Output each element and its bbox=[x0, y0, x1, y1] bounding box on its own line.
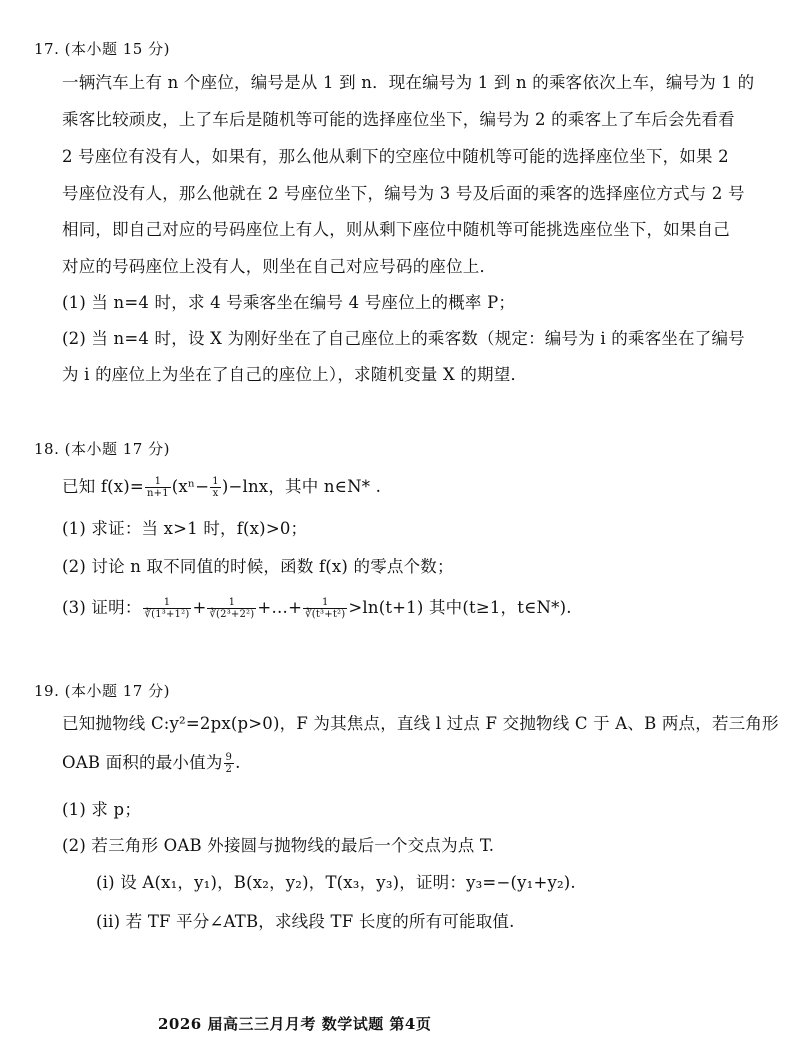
q18-sum-term-n bbox=[303, 597, 347, 620]
q18-given-suffix: )−lnx，其中 n∈N* . bbox=[221, 477, 382, 496]
q18-given bbox=[62, 476, 747, 499]
q17-line-1: 一辆汽车上有 n 个座位，编号是从 1 到 n．现在编号为 1 到 n 的乘客依次上车，编号为 1 的 bbox=[62, 73, 755, 92]
q18-term2-num: 1 bbox=[207, 597, 256, 609]
q18-part-3 bbox=[62, 597, 747, 620]
q18-frac1-den: n+1 bbox=[146, 488, 169, 499]
q18-sum-term-2 bbox=[207, 597, 256, 620]
q18-term1-den: ∛(1³+1²) bbox=[144, 609, 190, 620]
q18-frac2-den: x bbox=[212, 488, 219, 499]
q19-fraction bbox=[224, 752, 235, 775]
q18-given-prefix: 已知 f(x)= bbox=[62, 477, 144, 496]
q17-line-5: 相同，即自己对应的号码座位上有人，则从剩下座位中随机等可能挑选座位坐下，如果自己 bbox=[62, 220, 730, 239]
q19-part-2ii: (ii) 若 TF 平分∠ATB，求线段 TF 长度的所有可能取值. bbox=[96, 912, 515, 931]
q19-frac-den: 2 bbox=[225, 764, 233, 775]
page-footer: 2026 届高三三月月考 数学试题 第4页 bbox=[158, 1015, 432, 1033]
q18-termn-num: 1 bbox=[303, 597, 347, 609]
q17-header: 17. (本小题 15 分) bbox=[34, 40, 170, 58]
q18-sum-term-1 bbox=[143, 597, 192, 620]
q17-part-2a: (2) 当 n=4 时，设 X 为刚好坐在了自己座位上的乘客数（规定：编号为 i 的乘客坐在了编号 bbox=[62, 329, 745, 348]
q18-header: 18. (本小题 17 分) bbox=[34, 440, 170, 458]
q18-termn-den: ∛(t³+t²) bbox=[305, 609, 346, 620]
q18-part3-suffix: >ln(t+1) 其中(t≥1，t∈N*). bbox=[348, 598, 572, 617]
q18-part3-prefix: (3) 证明： bbox=[62, 598, 142, 617]
q18-dots: +…+ bbox=[257, 598, 303, 617]
q18-part-1: (1) 求证：当 x>1 时，f(x)>0； bbox=[62, 519, 308, 538]
q18-given-mid: (xⁿ− bbox=[171, 477, 210, 496]
q19-part-2i: (i) 设 A(x₁，y₁)，B(x₂，y₂)，T(x₃，y₃)，证明：y₃=−(y₁+y₂). bbox=[96, 873, 576, 892]
q19-line-1: 已知抛物线 C:y²=2px(p>0)，F 为其焦点，直线 l 过点 F 交抛物线 C 于 A、B 两点，若三角形 bbox=[62, 714, 779, 733]
q18-part-2: (2) 讨论 n 取不同值的时候，函数 f(x) 的零点个数； bbox=[62, 557, 454, 576]
q19-frac-num: 9 bbox=[225, 752, 233, 763]
q17-line-2: 乘客比较顽皮，上了车后是随机等可能的选择座位坐下，编号为 2 的乘客上了车后会先看看 bbox=[62, 110, 735, 129]
q19-line-2 bbox=[62, 752, 747, 775]
q19-line2-prefix: OAB 面积的最小值为 bbox=[62, 753, 223, 772]
q19-header: 19. (本小题 17 分) bbox=[34, 682, 170, 700]
q19-part-2: (2) 若三角形 OAB 外接圆与抛物线的最后一个交点为点 T. bbox=[62, 836, 495, 855]
q17-part-1: (1) 当 n=4 时，求 4 号乘客坐在编号 4 号座位上的概率 P； bbox=[62, 293, 516, 312]
q18-fraction-1 bbox=[145, 476, 171, 499]
q17-line-4: 号座位没有人，那么他就在 2 号座位坐下，编号为 3 号及后面的乘客的选择座位方式与 2 号 bbox=[62, 184, 745, 203]
q17-line-3: 2 号座位有没有人，如果有，那么他从剩下的空座位中随机等可能的选择座位坐下，如果 2 bbox=[62, 147, 729, 166]
q18-fraction-2 bbox=[210, 476, 221, 499]
q18-term2-den: ∛(2³+2²) bbox=[209, 609, 255, 620]
q18-frac2-num: 1 bbox=[212, 476, 219, 487]
q19-part-1: (1) 求 p； bbox=[62, 800, 142, 819]
q18-plus: + bbox=[192, 598, 207, 617]
q17-line-6: 对应的号码座位上没有人，则坐在自己对应号码的座位上． bbox=[62, 257, 497, 276]
q17-part-2b: 为 i 的座位上为坐在了自己的座位上），求随机变量 X 的期望． bbox=[62, 365, 528, 384]
q19-line2-suffix: . bbox=[235, 753, 241, 772]
q18-term1-num: 1 bbox=[143, 597, 192, 609]
q18-frac1-num: 1 bbox=[145, 476, 171, 488]
